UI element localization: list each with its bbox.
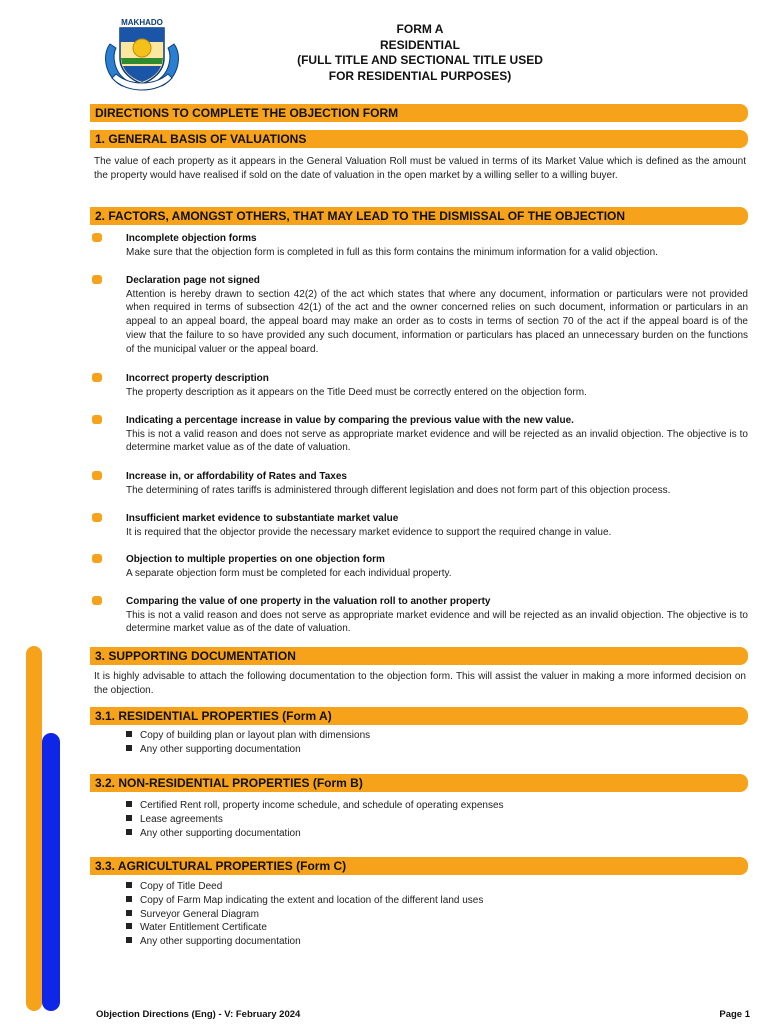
square-bullet-icon	[126, 882, 132, 888]
general-basis-text: The value of each property as it appears in the General Valuation Roll must be valued in terms of its Market Value which is defined as the amount the property would have realised if sold on the date of valuation in the open market by a willing seller to a willing buyer.	[94, 156, 746, 181]
square-bullet-icon	[126, 910, 132, 916]
form-title-line: RESIDENTIAL	[379, 37, 460, 52]
factor-desc: The property description as it appears on the Title Deed must be correctly entered on the objection form.	[126, 386, 587, 398]
factor-item	[92, 372, 748, 399]
list-item: Copy of Title Deed	[126, 880, 726, 894]
agricultural-heading: 3.3. AGRICULTURAL PROPERTIES (Form C)	[90, 857, 748, 875]
square-bullet-icon	[126, 896, 132, 902]
factor-title: Declaration page not signed	[126, 275, 260, 286]
form-title	[250, 22, 590, 84]
list-item: Copy of Farm Map indicating the extent and location of the different land uses	[126, 894, 726, 908]
directions-heading: DIRECTIONS TO COMPLETE THE OBJECTION FORM	[90, 104, 748, 122]
factor-item	[92, 414, 748, 455]
factor-title: Comparing the value of one property in the valuation roll to another property	[126, 596, 491, 607]
square-bullet-icon	[126, 829, 132, 835]
orange-bullet-icon	[92, 596, 102, 605]
factor-item	[92, 595, 748, 636]
list-item: Copy of building plan or layout plan with dimensions	[126, 729, 726, 743]
non-residential-list	[126, 799, 726, 840]
square-bullet-icon	[126, 815, 132, 821]
form-title-line: (FULL TITLE AND SECTIONAL TITLE USED	[297, 53, 543, 67]
list-item: Surveyor General Diagram	[126, 908, 726, 922]
factor-desc: Attention is hereby drawn to section 42(2) of the act which states that where any document, information or particulars were not provided when required in terms of subsection 42(1) of the act and the owner concerned relies on such document, information or particulars in an appeal to an appeal board, the appeal board may make an order as to costs in terms of section 70 of the act if the appeal board is of the view that the failure to so have provided any such document, information or particulars has placed an unnecessary burden on the functions of the municipal valuer or the appeal board.	[126, 288, 748, 355]
list-item: Any other supporting documentation	[126, 743, 726, 757]
factor-item	[92, 274, 748, 356]
orange-bullet-icon	[92, 471, 102, 480]
residential-heading: 3.1. RESIDENTIAL PROPERTIES (Form A)	[90, 707, 748, 725]
form-title-line: FOR RESIDENTIAL PURPOSES)	[328, 68, 512, 83]
list-item: Certified Rent roll, property income schedule, and schedule of operating expenses	[126, 799, 726, 813]
side-stripe-orange	[26, 646, 42, 1011]
footer-page-number: Page 1	[719, 1009, 750, 1020]
supporting-docs-heading: 3. SUPPORTING DOCUMENTATION	[90, 647, 748, 665]
factor-desc: This is not a valid reason and does not serve as appropriate market evidence and will be rejected as an invalid objection. The objective is to determine market value as of the date of valuation.	[126, 428, 748, 454]
factor-desc: This is not a valid reason and does not serve as appropriate market evidence and will be rejected as an invalid objection. The objective is to determine market value as of the date of valuation.	[126, 609, 748, 635]
list-item: Lease agreements	[126, 813, 726, 827]
footer-version: Objection Directions (Eng) - V: February 2024	[96, 1009, 301, 1020]
factor-item	[92, 232, 748, 259]
factor-title: Incomplete objection forms	[126, 233, 257, 244]
list-item: Any other supporting documentation	[126, 827, 726, 841]
municipal-crest-logo	[96, 14, 188, 96]
orange-bullet-icon	[92, 513, 102, 522]
factor-desc: It is required that the objector provide the necessary market evidence to support the required change in value.	[126, 526, 612, 538]
side-stripe-blue	[42, 733, 60, 1011]
residential-list	[126, 729, 726, 757]
agricultural-list	[126, 880, 726, 949]
orange-bullet-icon	[92, 415, 102, 424]
factor-title: Indicating a percentage increase in value by comparing the previous value with the new value.	[126, 415, 574, 426]
orange-bullet-icon	[92, 373, 102, 382]
square-bullet-icon	[126, 923, 132, 929]
factor-desc: Make sure that the objection form is completed in full as this form contains the minimum information for a valid objection.	[126, 246, 658, 258]
square-bullet-icon	[126, 937, 132, 943]
factor-title: Insufficient market evidence to substantiate market value	[126, 513, 399, 524]
supporting-docs-text: It is highly advisable to attach the following documentation to the objection form. This will assist the valuer in making a more informed decision on the objection.	[94, 671, 746, 696]
form-title-line: FORM A	[396, 22, 444, 36]
orange-bullet-icon	[92, 275, 102, 284]
general-basis-heading: 1. GENERAL BASIS OF VALUATIONS	[90, 130, 748, 148]
factor-title: Objection to multiple properties on one objection form	[126, 554, 385, 565]
logo-text: MAKHADO	[121, 18, 163, 27]
orange-bullet-icon	[92, 554, 102, 563]
factor-title: Incorrect property description	[126, 373, 269, 384]
list-item: Any other supporting documentation	[126, 935, 726, 949]
orange-bullet-icon	[92, 233, 102, 242]
square-bullet-icon	[126, 745, 132, 751]
factors-heading: 2. FACTORS, AMONGST OTHERS, THAT MAY LEAD TO THE DISMISSAL OF THE OBJECTION	[90, 207, 748, 225]
factor-item	[92, 512, 748, 539]
square-bullet-icon	[126, 801, 132, 807]
non-residential-heading: 3.2. NON-RESIDENTIAL PROPERTIES (Form B)	[90, 774, 748, 792]
factor-item	[92, 470, 748, 497]
factor-desc: The determining of rates tariffs is administered through different legislation and does not form part of this objection process.	[126, 484, 671, 496]
factor-item	[92, 553, 748, 580]
factor-desc: A separate objection form must be completed for each individual property.	[126, 567, 452, 579]
factor-title: Increase in, or affordability of Rates and Taxes	[126, 471, 347, 482]
square-bullet-icon	[126, 731, 132, 737]
list-item: Water Entitlement Certificate	[126, 921, 726, 935]
